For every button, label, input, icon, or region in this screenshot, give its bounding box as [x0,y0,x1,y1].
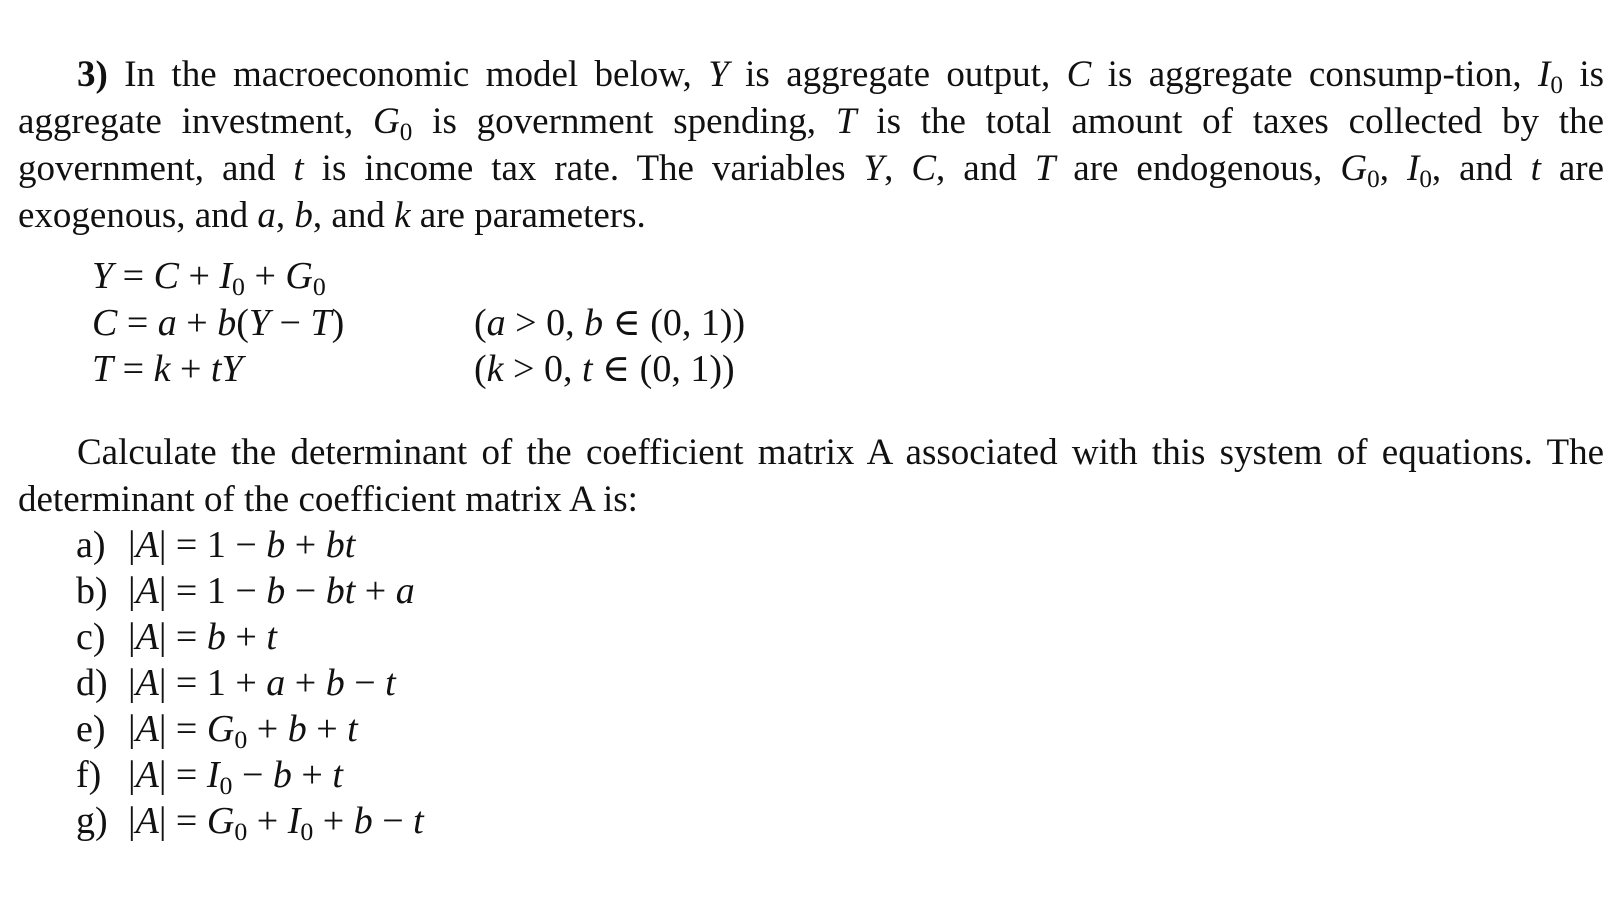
math-variable: A [135,524,159,566]
option-label: g) [76,800,108,842]
math-variable: C [1066,54,1092,95]
math-variable: $I_0$ [219,255,245,302]
task-prompt: Calculate the determinant of the coefficient matrix A associated with this system of equations. The determinant of the coefficient matrix A is: [18,432,1604,520]
math-variable: $I_0$ [206,754,233,801]
math-variable: b [294,195,313,236]
math-variable: Y [92,255,114,297]
option-expression: $|A| = G_0 + I_0 + b - t$ [128,800,424,847]
equation-consumption-condition: (a > 0, b ∈ (0, 1)) [474,302,746,344]
math-variable: Y [248,302,271,344]
math-variable: t [347,708,358,750]
math-variable: T [92,348,114,390]
math-variable: T [835,101,857,142]
math-variable: k [394,195,411,236]
math-variable: b [266,524,286,566]
equation-output: $Y = C + I_0 + G_0$ [92,255,326,302]
math-variable: $I_0$ [1538,54,1563,100]
question-intro-text: In the macroeconomic model below, Y is aggregate output, C is aggregate consump-tion, $I_0$ is aggregate investment, $G_0$ is government spending, T is the total amount of taxes collected by the government, and t is income tax rate. The variables Y, C, and T are endogenous, $G_0$, $I_0$, and t are exogenous, and a, b, and k are parameters. [18,54,1605,236]
math-variable: bt [325,524,356,566]
math-variable: t [293,148,304,189]
math-variable: a [157,302,177,344]
option-expression: |A| = b + t [128,616,277,658]
math-variable: t [385,662,396,704]
option-expression: $|A| = G_0 + b + t$ [128,708,358,755]
math-variable: $G_0$ [285,255,326,302]
option-label: d) [76,662,108,704]
question-intro [18,51,1604,239]
math-variable: t [413,800,424,842]
math-variable: C [911,148,937,189]
math-variable: $I_0$ [1406,148,1432,194]
answer-option-d[interactable] [76,660,396,706]
math-variable: k [486,348,504,390]
equation-taxes: T = k + tY [92,348,243,390]
math-variable: b [206,616,226,658]
equation-consumption: C = a + b(Y − T) [92,302,345,344]
answer-option-g[interactable] [76,798,424,847]
math-variable: b [217,302,237,344]
answer-option-e[interactable] [76,706,358,755]
math-variable: $G_0$ [373,101,413,147]
math-variable: T [1034,148,1056,189]
math-variable: $G_0$ [1340,148,1380,194]
math-variable: a [395,570,415,612]
option-label: f) [76,754,102,796]
math-variable: A [135,570,159,612]
math-variable: C [92,302,118,344]
math-variable: b [584,302,604,344]
option-label: b) [76,570,108,612]
math-variable: $G_0$ [206,708,248,755]
math-variable: bt [325,570,356,612]
option-expression: |A| = 1 − b − bt + a [128,570,415,612]
math-variable: C [153,255,179,297]
question-number: 3) [77,54,108,95]
math-variable: a [486,302,506,344]
answer-option-c[interactable] [76,614,277,660]
math-variable: A [135,616,159,658]
option-label: c) [76,616,106,658]
math-variable: A [135,708,159,750]
math-variable: A [135,754,159,796]
math-variable: Y [863,148,885,189]
math-variable: t [581,348,593,390]
math-variable: b [266,570,286,612]
math-variable: b [272,754,292,796]
answer-option-f[interactable] [76,752,343,801]
math-variable: A [135,800,159,842]
math-variable: t [1530,148,1541,189]
option-label: a) [76,524,106,566]
math-variable: $G_0$ [206,800,248,847]
answer-option-b[interactable] [76,568,415,614]
option-expression: $|A| = I_0 - b + t$ [128,754,343,801]
math-variable: k [153,348,171,390]
math-variable: b [287,708,307,750]
math-variable: b [325,662,345,704]
option-expression: |A| = 1 − b + bt [128,524,356,566]
math-variable: A [135,662,159,704]
math-variable: t [266,616,277,658]
math-variable: b [353,800,373,842]
math-variable: a [257,195,276,236]
equation-taxes-condition: (k > 0, t ∈ (0, 1)) [474,348,735,390]
math-variable: a [266,662,286,704]
math-variable: $I_0$ [287,800,314,847]
math-variable: tY [210,348,243,390]
option-label: e) [76,708,106,750]
answer-option-a[interactable] [76,522,355,568]
math-variable: T [310,302,332,344]
option-expression: |A| = 1 + a + b − t [128,662,396,704]
math-variable: Y [708,54,729,95]
math-variable: t [332,754,343,796]
